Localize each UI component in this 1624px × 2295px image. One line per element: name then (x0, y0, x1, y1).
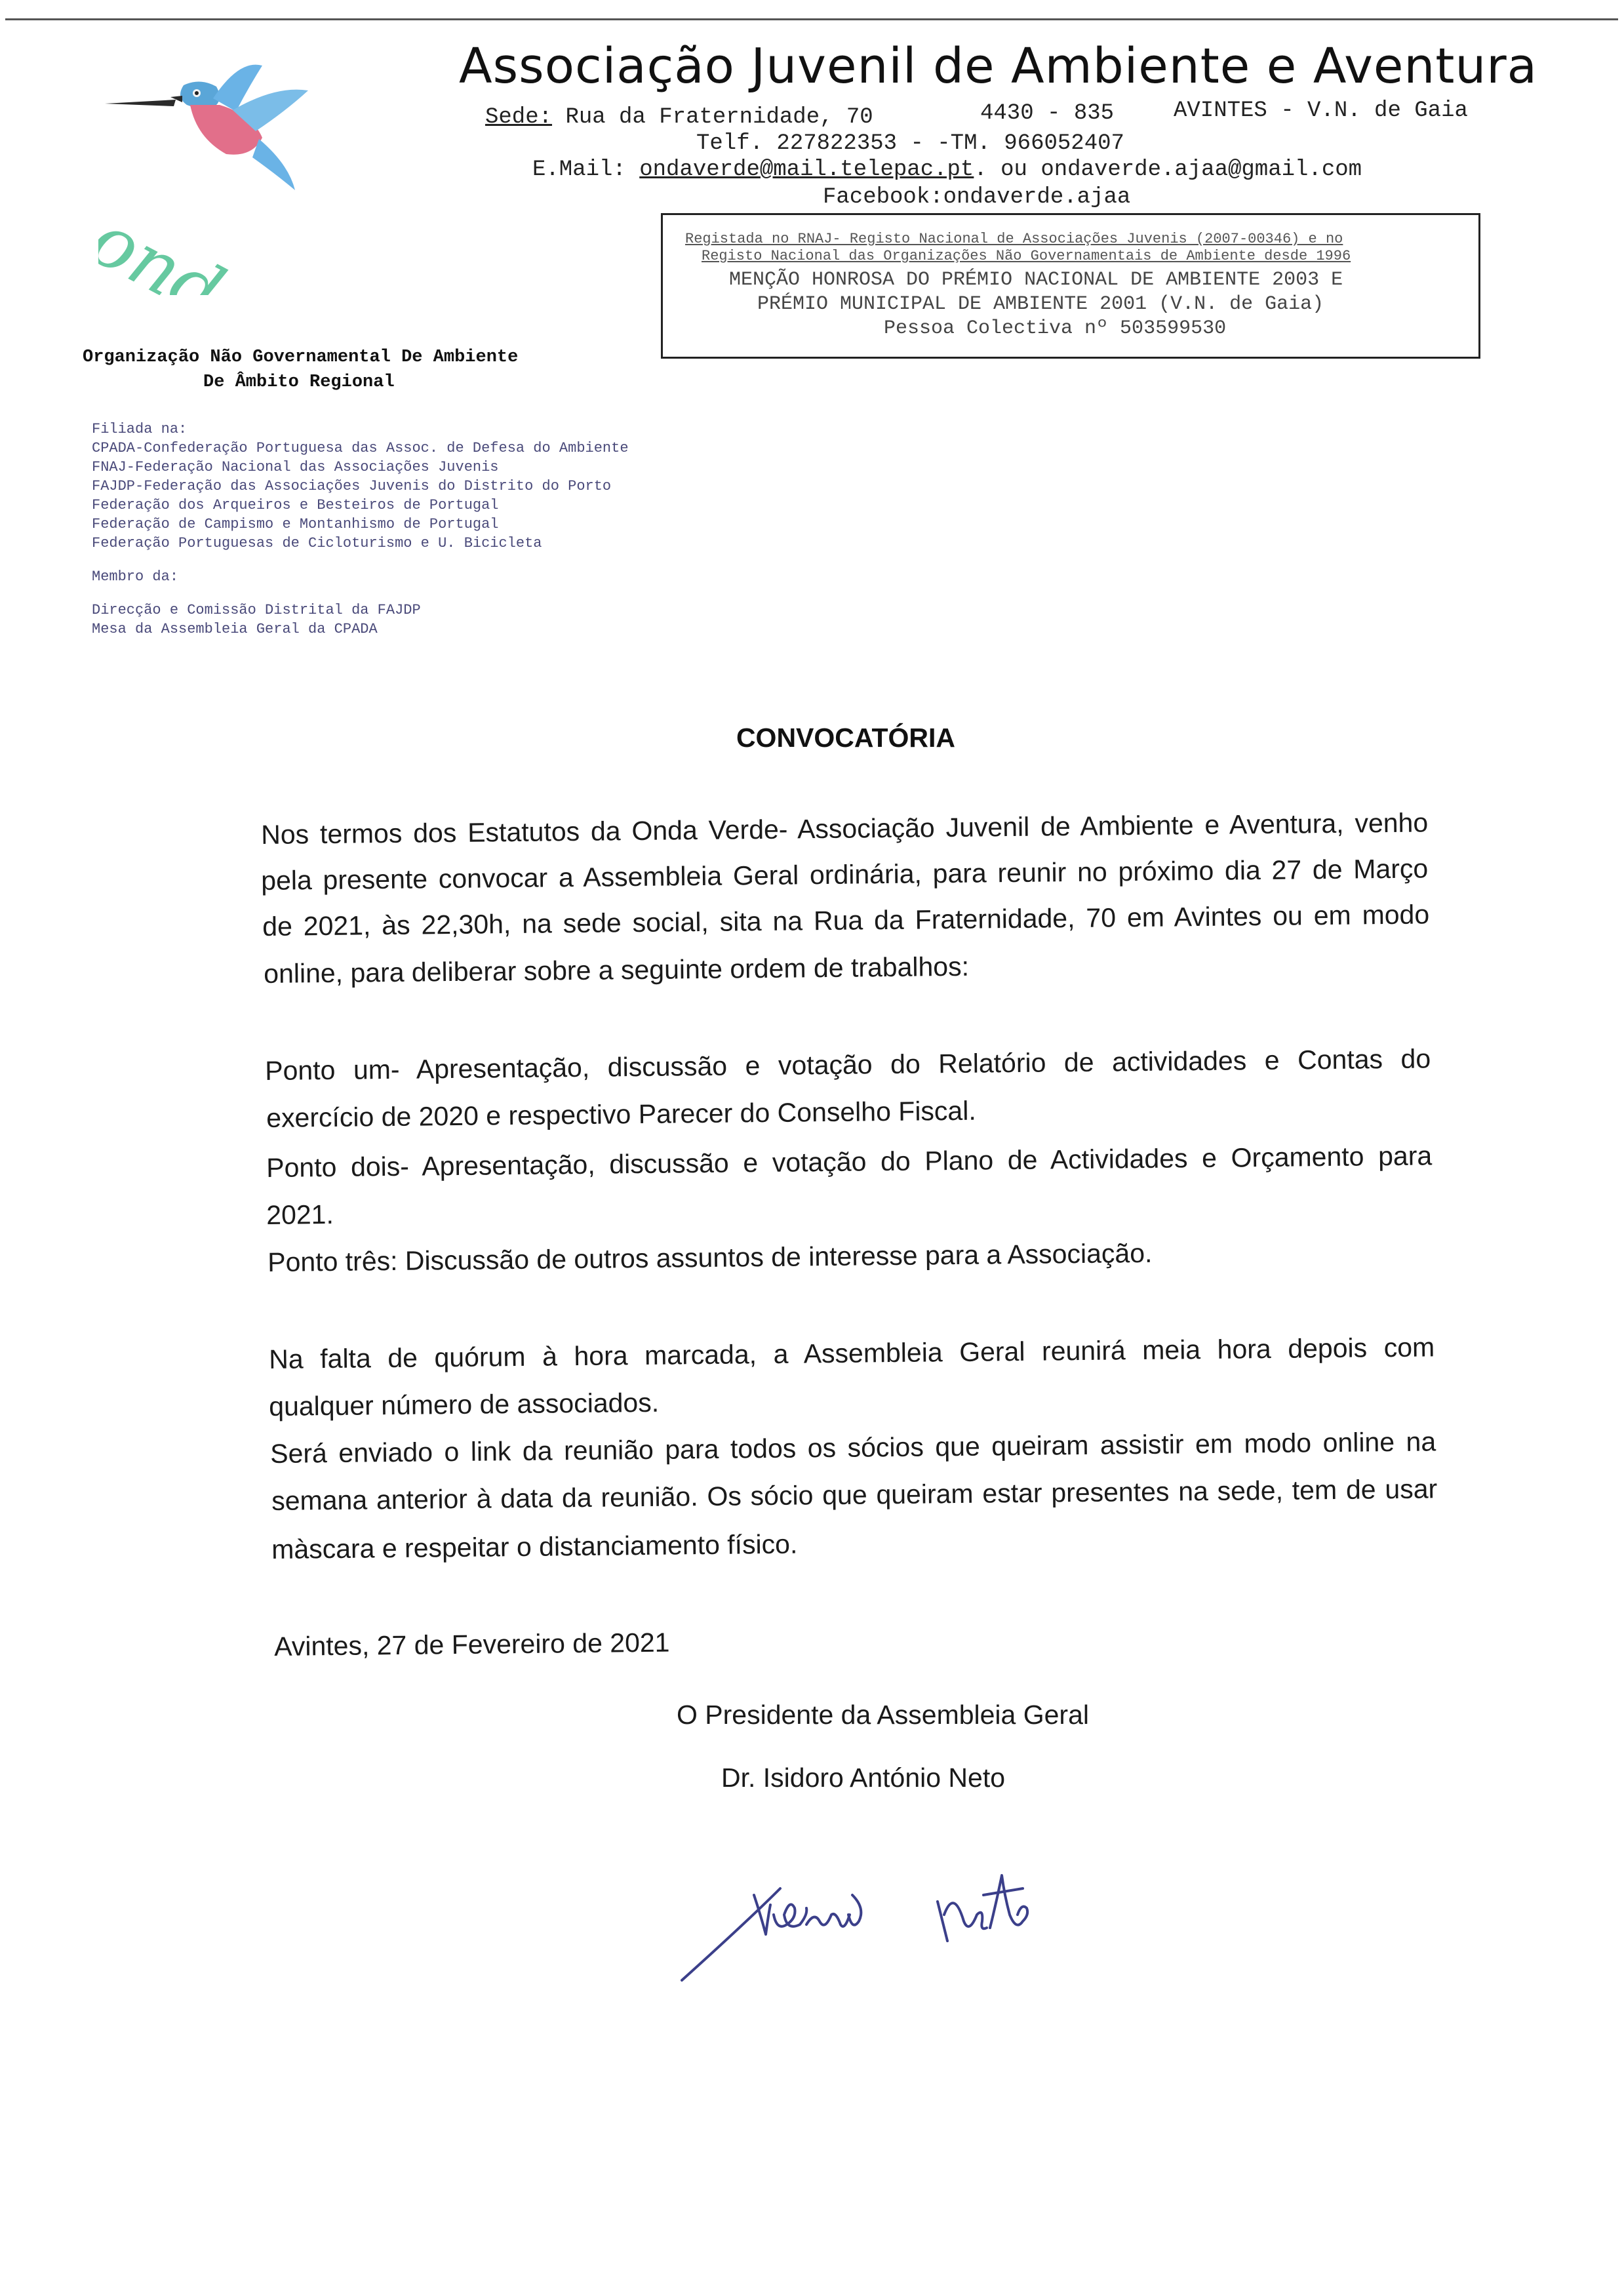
email-primary[interactable]: ondaverde@mail.telepac.pt (639, 157, 974, 182)
sede-label: Sede: (485, 105, 553, 130)
phones: Telf. 227822353 - -TM. 966052407 (696, 131, 1124, 156)
p3-line-3: Será enviado o link da reunião para todos os sócios que queiram assistir em modo online na (270, 1426, 1436, 1469)
logo-text (98, 197, 406, 295)
p2-line-2: exercício de 2020 e respectivo Parecer do Conselho Fiscal. (266, 1095, 976, 1133)
ong-line-1: Organização Não Governamental De Ambiente (83, 348, 519, 367)
p2-line-1: Ponto um- Apresentação, discussão e votação do Relatório de actividades e Contas do (265, 1043, 1431, 1086)
affiliations-block (92, 420, 629, 639)
email-label: E.Mail: (532, 157, 626, 182)
p1-line-3: de 2021, às 22,30h, na sede social, sita na Rua da Fraternidade, 70 em Avintes ou em modo (262, 899, 1430, 942)
onda-verde-logo (98, 59, 406, 295)
p2-line-4: 2021. (266, 1199, 334, 1230)
affiliation-item: FNAJ-Federação Nacional das Associações Juvenis (92, 459, 499, 475)
reg-line-4: PRÉMIO MUNICIPAL DE AMBIENTE 2001 (V.N. de Gaia) (757, 293, 1324, 315)
filiada-label: Filiada na: (92, 421, 188, 437)
p3-line-1: Na falta de quórum à hora marcada, a Assembleia Geral reunirá meia hora depois com (269, 1332, 1435, 1374)
top-rule (5, 18, 1618, 20)
signature-icon (656, 1816, 1101, 2013)
membro-label: Membro da: (92, 569, 179, 585)
affiliation-item: FAJDP-Federação das Associações Juvenis do Distrito do Porto (92, 478, 612, 494)
p3-line-4: semana anterior à data da reunião. Os sócio que queiram estar presentes na sede, tem de usar (271, 1473, 1438, 1516)
kingfisher-logo-icon (98, 59, 406, 295)
p2-line-3: Ponto dois- Apresentação, discussão e votação do Plano de Actividades e Orçamento para (266, 1140, 1433, 1183)
p2-line-5: Ponto três: Discussão de outros assuntos de interesse para a Associação. (267, 1237, 1153, 1277)
sede-address: Rua da Fraternidade, 70 (565, 105, 873, 130)
org-title: Associação Juvenil de Ambiente e Aventura (459, 38, 1538, 94)
email-secondary: . ou ondaverde.ajaa@gmail.com (974, 157, 1362, 182)
handwritten-signature (656, 1816, 1101, 2013)
sede-line (485, 105, 873, 130)
membro-item: Mesa da Assembleia Geral da CPADA (92, 621, 378, 637)
p3-line-2: qualquer número de associados. (269, 1387, 660, 1422)
affiliation-item: Federação de Campismo e Montanhismo de Portugal (92, 516, 499, 532)
membro-item: Direcção e Comissão Distrital da FAJDP (92, 602, 421, 618)
reg-line-5: Pessoa Colectiva nº 503599530 (884, 317, 1227, 340)
p1-line-2: pela presente convocar a Assembleia Geral ordinária, para reunir no próximo dia 27 de Março (261, 853, 1429, 896)
ong-line-2: De Âmbito Regional (203, 372, 395, 392)
reg-line-2: Registo Nacional das Organizações Não Governamentais de Ambiente desde 1996 (702, 248, 1351, 264)
affiliation-item: CPADA-Confederação Portuguesa das Assoc. de Defesa do Ambiente (92, 440, 629, 456)
p3-line-5: màscara e respeitar o distanciamento físico. (271, 1528, 798, 1565)
email-line (532, 157, 1362, 182)
affiliation-item: Federação Portuguesas de Cicloturismo e U. Bicicleta (92, 535, 542, 551)
postal-code: 4430 - 835 (980, 101, 1115, 126)
facebook: Facebook:ondaverde.ajaa (823, 185, 1131, 210)
signer-role: O Presidente da Assembleia Geral (677, 1700, 1089, 1730)
p1-line-4: online, para deliberar sobre a seguinte ordem de trabalhos: (264, 951, 970, 989)
place-date: Avintes, 27 de Fevereiro de 2021 (274, 1627, 670, 1662)
letter-title: CONVOCATÓRIA (736, 723, 956, 753)
affiliation-item: Federação dos Arqueiros e Besteiros de Portugal (92, 497, 499, 513)
city: AVINTES - V.N. de Gaia (1174, 98, 1468, 123)
signer-name: Dr. Isidoro António Neto (721, 1763, 1006, 1793)
reg-line-1: Registada no RNAJ- Registo Nacional de Associações Juvenis (2007-00346) e no (685, 231, 1343, 247)
p1-line-1: Nos termos dos Estatutos da Onda Verde- Associação Juvenil de Ambiente e Aventura, venho (261, 807, 1429, 850)
reg-line-3: MENÇÃO HONROSA DO PRÉMIO NACIONAL DE AMBIENTE 2003 E (729, 269, 1343, 291)
